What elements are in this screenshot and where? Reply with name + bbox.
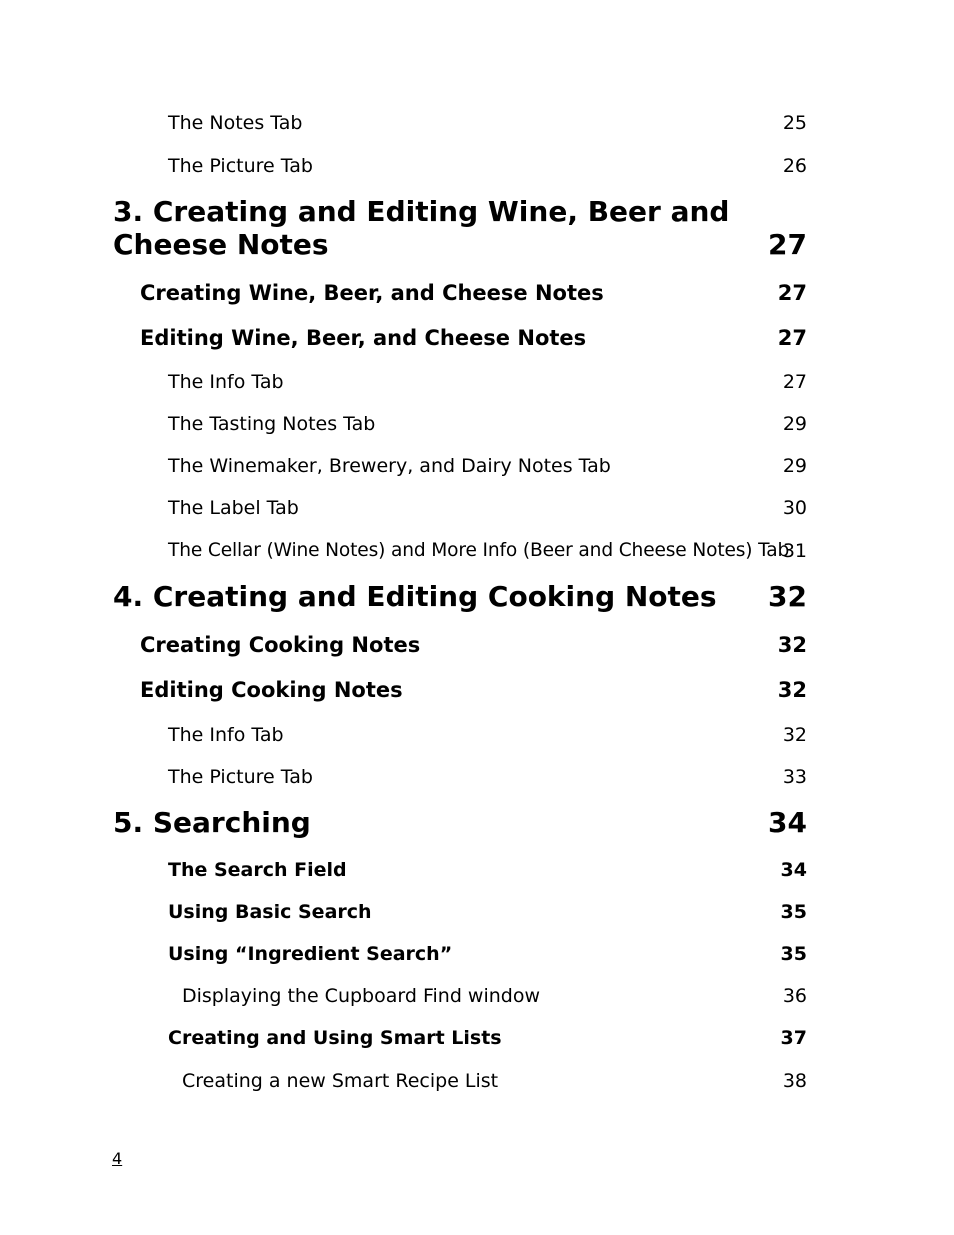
toc-entry-page: 36 xyxy=(782,985,807,1007)
toc-entry-page: 30 xyxy=(782,497,807,519)
toc-entry-title: The Notes Tab xyxy=(168,112,303,134)
toc-entry-page: 34 xyxy=(768,806,807,839)
toc-entry-page: 35 xyxy=(780,943,807,965)
toc-entry-title: 5. Searching xyxy=(113,806,311,839)
toc-entry-page: 27 xyxy=(768,228,807,261)
toc-entry-title: Creating and Using Smart Lists xyxy=(168,1027,502,1049)
toc-entry-page: 31 xyxy=(782,540,807,562)
toc-entry-title: Editing Cooking Notes xyxy=(140,678,403,702)
toc-entry-page: 25 xyxy=(782,112,807,134)
toc-entry-title: The Cellar (Wine Notes) and More Info (Beer and Cheese Notes) Tab xyxy=(168,540,790,561)
toc-entry-page: 33 xyxy=(782,766,807,788)
toc-entry-title: The Info Tab xyxy=(168,371,284,393)
toc-entry-title: Using “Ingredient Search” xyxy=(168,943,453,965)
toc-entry-title: The Picture Tab xyxy=(168,766,313,788)
toc-entry-title: Using Basic Search xyxy=(168,901,372,923)
toc-entry-title: The Label Tab xyxy=(168,497,299,519)
toc-entry-page: 32 xyxy=(782,724,807,746)
toc-entry-page: 26 xyxy=(782,155,807,177)
toc-entry-title: The Picture Tab xyxy=(168,155,313,177)
toc-entry-page: 27 xyxy=(782,371,807,393)
toc-entry-page: 35 xyxy=(780,901,807,923)
toc-entry-page: 34 xyxy=(780,859,807,881)
toc-entry-title: The Winemaker, Brewery, and Dairy Notes Tab xyxy=(168,455,611,477)
toc-entry-title: Creating Cooking Notes xyxy=(140,633,421,657)
toc-entry-title: The Search Field xyxy=(168,859,347,881)
toc-entry-title: Creating a new Smart Recipe List xyxy=(182,1070,499,1092)
toc-entry-title: The Info Tab xyxy=(168,724,284,746)
toc-chapter-3[interactable] xyxy=(113,195,807,261)
toc-entry-page: 29 xyxy=(782,455,807,477)
toc-entry-page: 32 xyxy=(777,633,807,657)
toc-entry-page: 37 xyxy=(780,1027,807,1049)
toc-entry-page: 27 xyxy=(777,281,807,305)
toc-entry-page: 32 xyxy=(777,678,807,702)
toc-entry-title: The Tasting Notes Tab xyxy=(168,413,376,435)
toc-entry-page: 32 xyxy=(768,580,807,613)
toc-entry-title: 4. Creating and Editing Cooking Notes xyxy=(113,580,717,613)
toc-entry-title: Displaying the Cupboard Find window xyxy=(182,985,541,1007)
toc-entry-page: 38 xyxy=(782,1070,807,1092)
toc-entry-page: 27 xyxy=(777,326,807,350)
toc-entry-title: Editing Wine, Beer, and Cheese Notes xyxy=(140,326,587,350)
toc-entry-title: 3. Creating and Editing Wine, Beer and Cheese Notes xyxy=(113,195,730,261)
footer-page-number[interactable]: 4 xyxy=(112,1149,123,1168)
toc-entry-page: 29 xyxy=(782,413,807,435)
toc-entry-title: Creating Wine, Beer, and Cheese Notes xyxy=(140,281,604,305)
